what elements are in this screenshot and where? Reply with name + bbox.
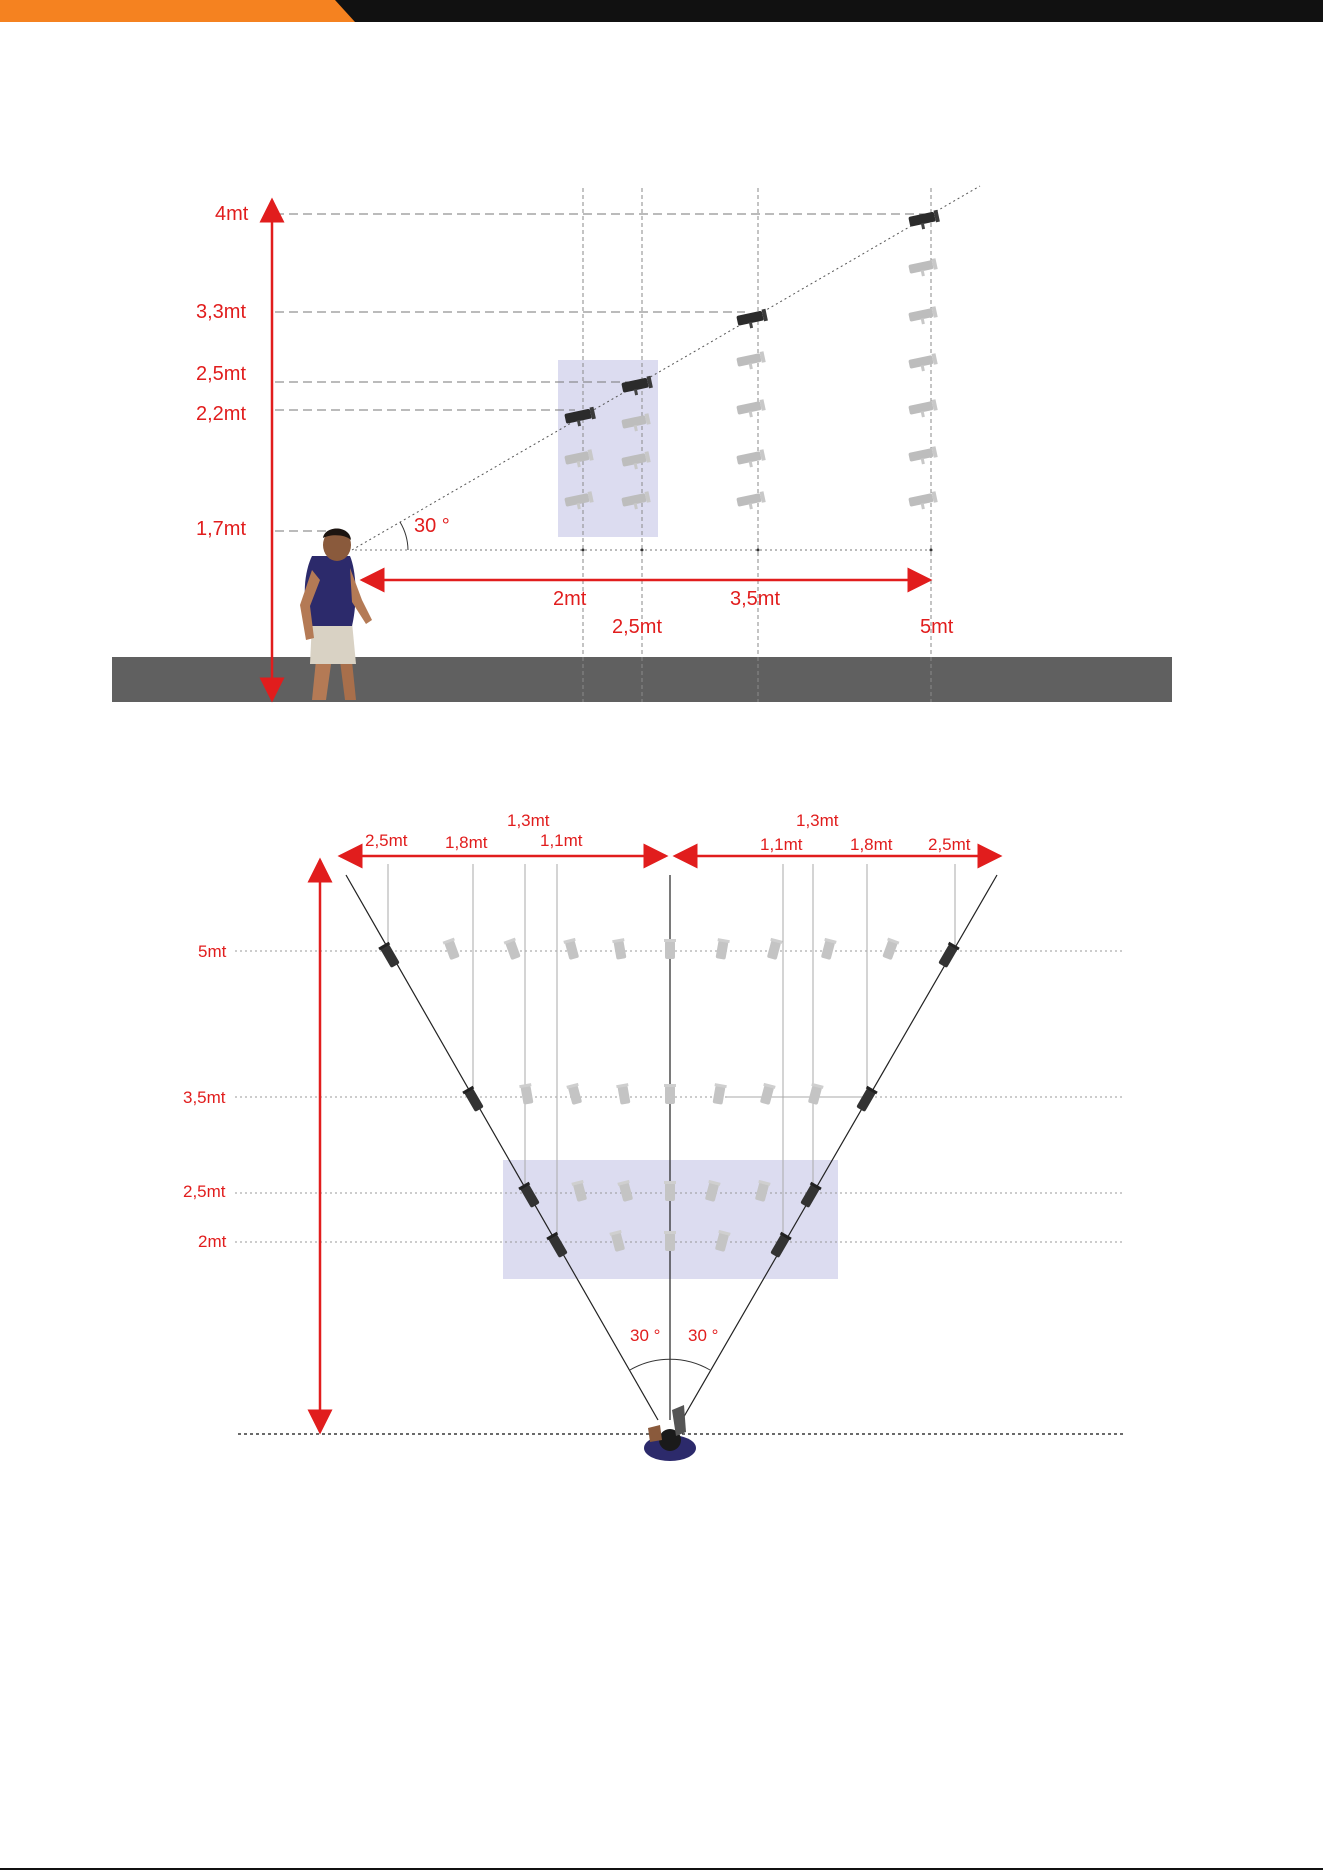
- angle-label-left: 30 °: [630, 1326, 661, 1345]
- height-label-1-7mt: 1,7mt: [196, 518, 247, 540]
- width-label-right-1-8mt: 1,8mt: [850, 835, 893, 854]
- camera-row-5mt: [378, 938, 959, 969]
- camera-column-5mt: [908, 210, 941, 512]
- depth-label-2mt: 2mt: [198, 1232, 227, 1251]
- width-label-left-2-5mt: 2,5mt: [365, 831, 408, 850]
- height-label-2-5mt: 2,5mt: [196, 363, 247, 385]
- width-label-right-2-5mt: 2,5mt: [928, 835, 971, 854]
- depth-label-5mt: 5mt: [198, 942, 227, 961]
- angle-label-right: 30 °: [688, 1326, 719, 1345]
- distance-label-5mt: 5mt: [920, 616, 954, 638]
- sight-line: [352, 186, 980, 550]
- height-label-2-2mt: 2,2mt: [196, 403, 247, 425]
- height-label-4mt: 4mt: [215, 203, 249, 225]
- width-label-right-1-1mt: 1,1mt: [760, 835, 803, 854]
- angle-label: 30 °: [414, 515, 450, 537]
- side-view-diagram: [0, 0, 1323, 720]
- footer-rule: [0, 1868, 1323, 1870]
- distance-label-2-5mt: 2,5mt: [612, 616, 663, 638]
- width-label-right-1-3mt: 1,3mt: [796, 811, 839, 830]
- distance-label-3-5mt: 3,5mt: [730, 588, 781, 610]
- width-label-left-1-3mt: 1,3mt: [507, 811, 550, 830]
- width-label-left-1-8mt: 1,8mt: [445, 833, 488, 852]
- distance-label-2mt: 2mt: [553, 588, 587, 610]
- height-label-3-3mt: 3,3mt: [196, 301, 247, 323]
- width-label-left-1-1mt: 1,1mt: [540, 831, 583, 850]
- camera-column-3-5mt: [736, 309, 769, 512]
- top-view-diagram: [0, 760, 1323, 1480]
- depth-label-3-5mt: 3,5mt: [183, 1088, 226, 1107]
- depth-label-2-5mt: 2,5mt: [183, 1182, 226, 1201]
- angle-arc: [400, 522, 408, 550]
